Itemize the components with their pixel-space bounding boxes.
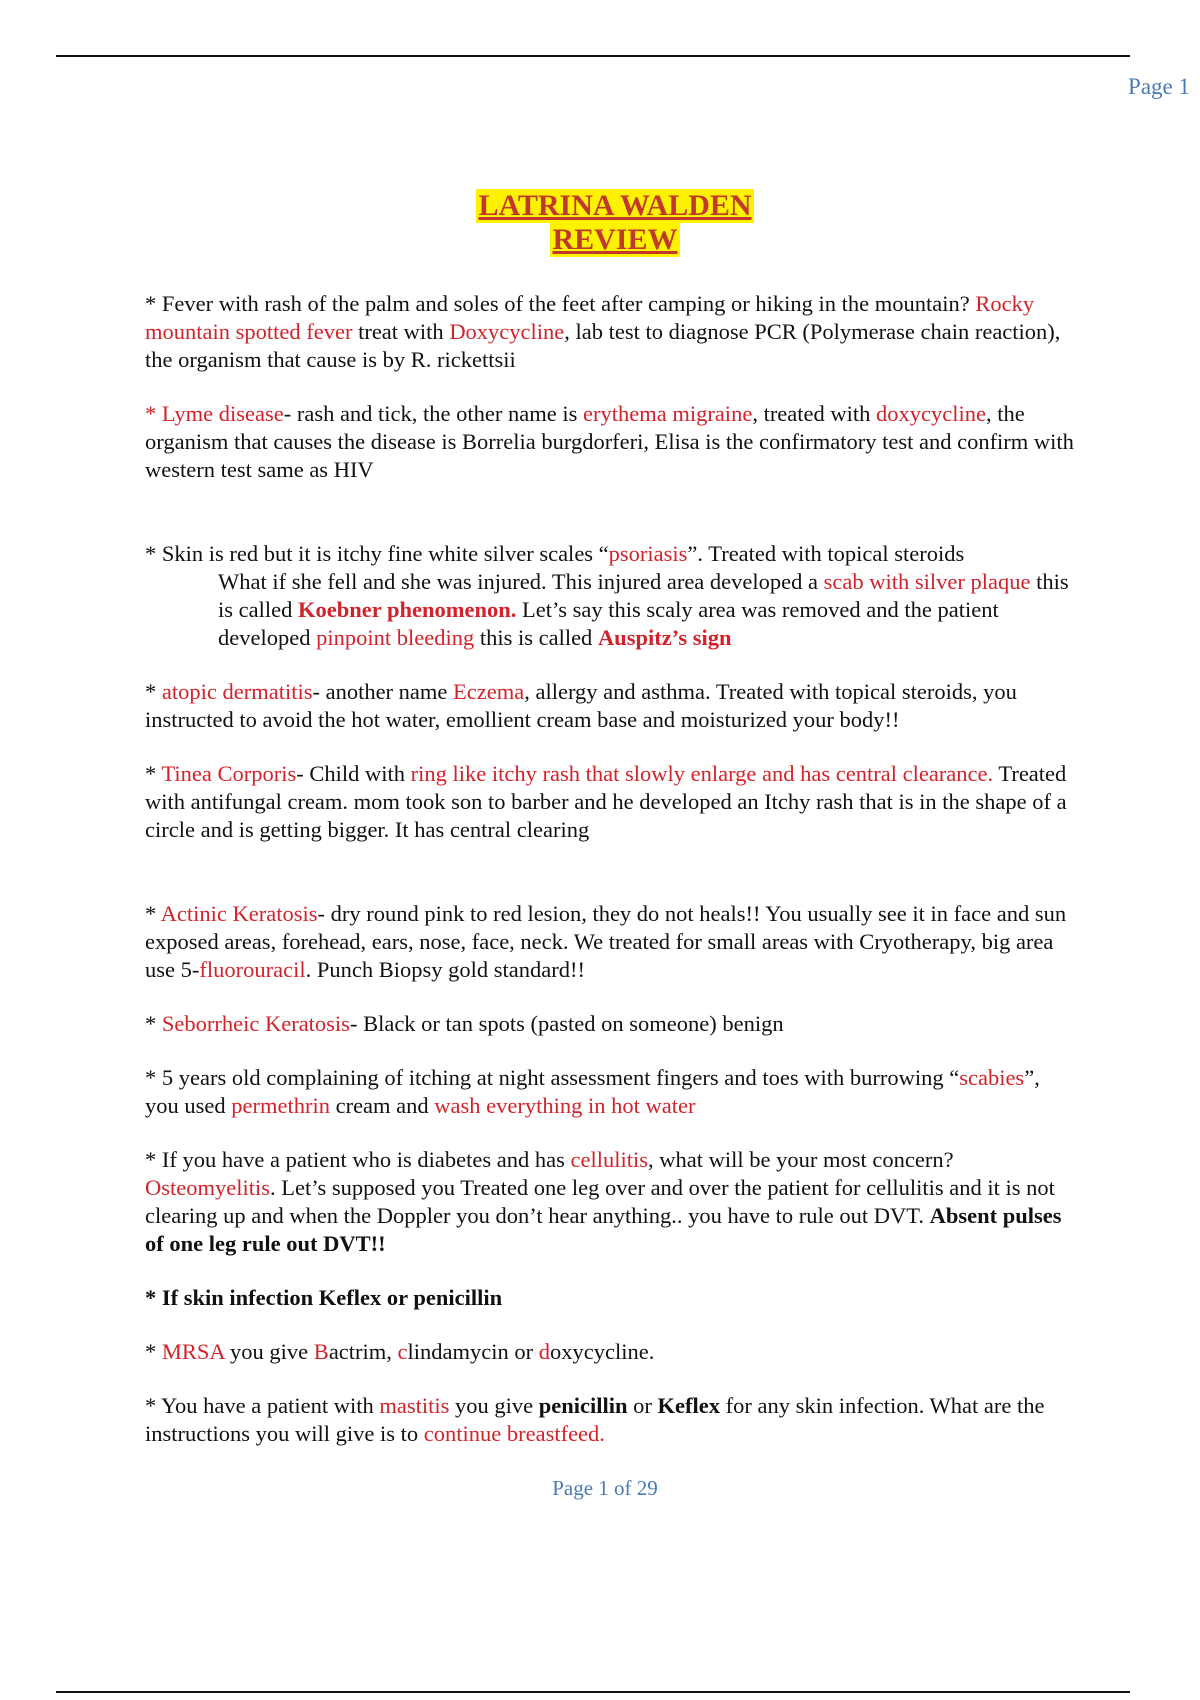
page-footer: Page 1 of 29 [552, 1476, 658, 1500]
paragraph-psoriasis: * Skin is red but it is itchy fine white silver scales “psoriasis”. Treated with topical steroids What if she fell and she was injured. This injured area developed a scab with silver plaque this is called Koebner phenomenon. Let’s say this scaly area was removed and the patient developed pinpoint bleeding this is called Auspitz’s sign [145, 540, 1075, 652]
document-title [0, 189, 1200, 257]
paragraph-rocky-mountain: * Fever with rash of the palm and soles of the feet after camping or hiking in the mountain? Rocky mountain spotted fever treat with Doxycycline, lab test to diagnose PCR (Polymerase chain reaction), the organism that cause is by R. rickettsii [145, 291, 1061, 372]
paragraph-mastitis: * You have a patient with mastitis you give penicillin or Keflex for any skin infection. What are the instructions you will give is to continue breastfeed. [145, 1393, 1045, 1446]
paragraph-tinea-corporis: * Tinea Corporis- Child with ring like itchy rash that slowly enlarge and has central clearance. Treated with antifungal cream. mom took son to barber and he developed an Itchy rash that is in the shape of a circle and is getting bigger. It has central clearing [145, 761, 1067, 842]
paragraph-skin-infection: * If skin infection Keflex or penicillin [145, 1285, 503, 1310]
paragraph-mrsa: * MRSA you give Bactrim, clindamycin or doxycycline. [145, 1339, 655, 1364]
page-number-corner: Page 1 [1128, 74, 1190, 99]
paragraph-actinic-keratosis: * Actinic Keratosis- dry round pink to red lesion, they do not heals!! You usually see it in face and sun exposed areas, forehead, ears, nose, face, neck. We treated for small areas with Cryotherapy, big area use 5-fluorouracil. Punch Biopsy gold standard!! [145, 901, 1067, 982]
paragraph-lyme: * Lyme disease- rash and tick, the other name is erythema migraine, treated with doxycycline, the organism that causes the disease is Borrelia burgdorferi, Elisa is the confirmatory test and confirm with western test same as HIV [145, 401, 1074, 482]
paragraph-atopic-dermatitis: * atopic dermatitis- another name Eczema, allergy and asthma. Treated with topical steroids, you instructed to avoid the hot water, emollient cream base and moisturized your body!! [145, 679, 1017, 732]
bottom-rule [56, 1691, 1130, 1693]
document-body [145, 290, 1075, 1474]
paragraph-cellulitis: * If you have a patient who is diabetes and has cellulitis, what will be your most concern? Osteomyelitis. Let’s supposed you Treated one leg over and over the patient for cellulitis and it is not clearing up and when the Doppler you don’t hear anything.. you have to rule out DVT. Absent pulses of one leg rule out DVT!! [145, 1147, 1062, 1256]
psoriasis-indented-block: What if she fell and she was injured. This injured area developed a scab with silver plaque this is called Koebner phenomenon. Let’s say this scaly area was removed and the patient developed pinpoint bleeding this is called Auspitz’s sign [218, 569, 1069, 650]
paragraph-scabies: * 5 years old complaining of itching at night assessment fingers and toes with burrowing “scabies”, you used permethrin cream and wash everything in hot water [145, 1065, 1040, 1118]
top-rule [56, 55, 1130, 57]
title-line-2: REVIEW [552, 223, 678, 256]
title-line-1: LATRINA WALDEN [478, 189, 752, 222]
paragraph-seborrheic-keratosis: * Seborrheic Keratosis- Black or tan spots (pasted on someone) benign [145, 1011, 784, 1036]
